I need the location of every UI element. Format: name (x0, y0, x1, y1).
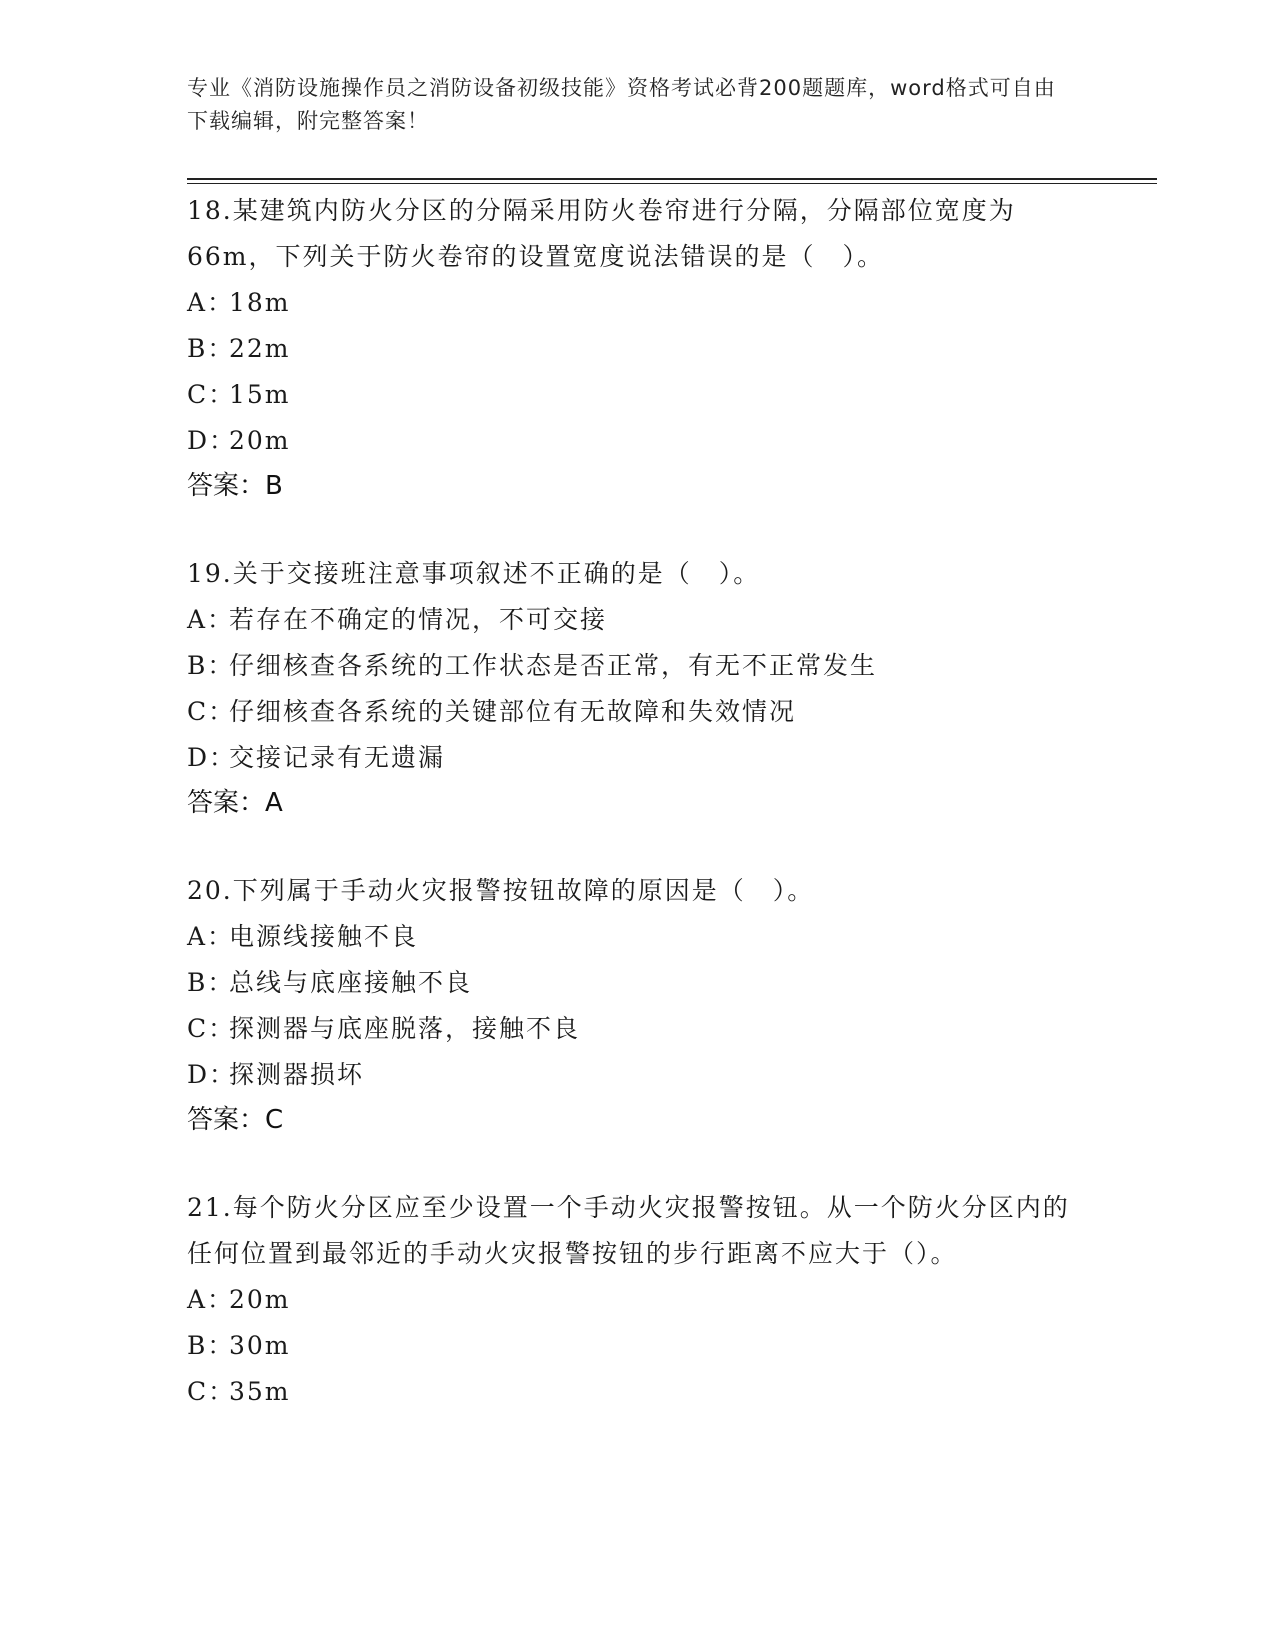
header-divider-thick (187, 178, 1157, 180)
question-21 (187, 1185, 1157, 1415)
option-letter: D： (187, 426, 237, 455)
question-stem: 19.关于交接班注意事项叙述不正确的是（ ）。 (187, 559, 761, 588)
option-b (187, 326, 1157, 372)
option-letter: A： (187, 922, 235, 951)
option-letter: B： (187, 334, 235, 363)
option-text: 35m (229, 1377, 291, 1406)
option-letter: D： (187, 1060, 237, 1089)
option-a (187, 280, 1157, 326)
option-letter: C： (187, 380, 236, 409)
option-d (187, 418, 1157, 464)
option-letter: D： (187, 743, 237, 772)
question-stem: 20.下列属于手动火灾报警按钮故障的原因是（ ）。 (187, 876, 815, 905)
option-text: 探测器损坏 (229, 1060, 365, 1089)
option-letter: C： (187, 697, 236, 726)
option-text: 仔细核查各系统的关键部位有无故障和失效情况 (229, 697, 797, 726)
question-list (187, 188, 1157, 1458)
option-b (187, 643, 1157, 689)
option-letter: A： (187, 288, 235, 317)
document-header: 专业《消防设施操作员之消防设备初级技能》资格考试必背200题题库，word格式可自由下载编辑，附完整答案！ (187, 76, 1056, 133)
option-b (187, 960, 1157, 1006)
option-c (187, 1006, 1157, 1052)
question-18 (187, 188, 1157, 508)
option-d (187, 735, 1157, 781)
option-text: 若存在不确定的情况，不可交接 (229, 605, 608, 634)
option-letter: A： (187, 1285, 235, 1314)
option-letter: C： (187, 1014, 236, 1043)
option-letter: B： (187, 651, 235, 680)
option-letter: A： (187, 605, 235, 634)
option-c (187, 1369, 1157, 1415)
option-text: 20m (229, 426, 291, 455)
question-19 (187, 551, 1157, 825)
question-stem: 18.某建筑内防火分区的分隔采用防火卷帘进行分隔，分隔部位宽度为66m，下列关于防火卷帘的设置宽度说法错误的是（ ）。 (187, 196, 1016, 271)
option-c (187, 689, 1157, 735)
option-letter: B： (187, 968, 235, 997)
answer-line: 答案：B (187, 471, 283, 501)
option-text: 探测器与底座脱落，接触不良 (229, 1014, 581, 1043)
option-d (187, 1052, 1157, 1098)
option-a (187, 597, 1157, 643)
option-a (187, 1277, 1157, 1323)
option-text: 总线与底座接触不良 (229, 968, 473, 997)
option-text: 20m (229, 1285, 291, 1314)
option-text: 仔细核查各系统的工作状态是否正常，有无不正常发生 (229, 651, 878, 680)
option-letter: B： (187, 1331, 235, 1360)
option-text: 15m (229, 380, 291, 409)
option-text: 22m (229, 334, 291, 363)
answer-line: 答案：C (187, 1105, 284, 1135)
question-20 (187, 868, 1157, 1142)
option-text: 电源线接触不良 (229, 922, 419, 951)
option-text: 18m (229, 288, 291, 317)
option-text: 30m (229, 1331, 291, 1360)
question-stem: 21.每个防火分区应至少设置一个手动火灾报警按钮。从一个防火分区内的任何位置到最邻近的手动火灾报警按钮的步行距离不应大于（）。 (187, 1193, 1070, 1268)
option-text: 交接记录有无遗漏 (229, 743, 446, 772)
option-c (187, 372, 1157, 418)
option-letter: C： (187, 1377, 236, 1406)
answer-line: 答案：A (187, 788, 283, 818)
option-a (187, 914, 1157, 960)
option-b (187, 1323, 1157, 1369)
header-divider-thin (187, 183, 1157, 184)
